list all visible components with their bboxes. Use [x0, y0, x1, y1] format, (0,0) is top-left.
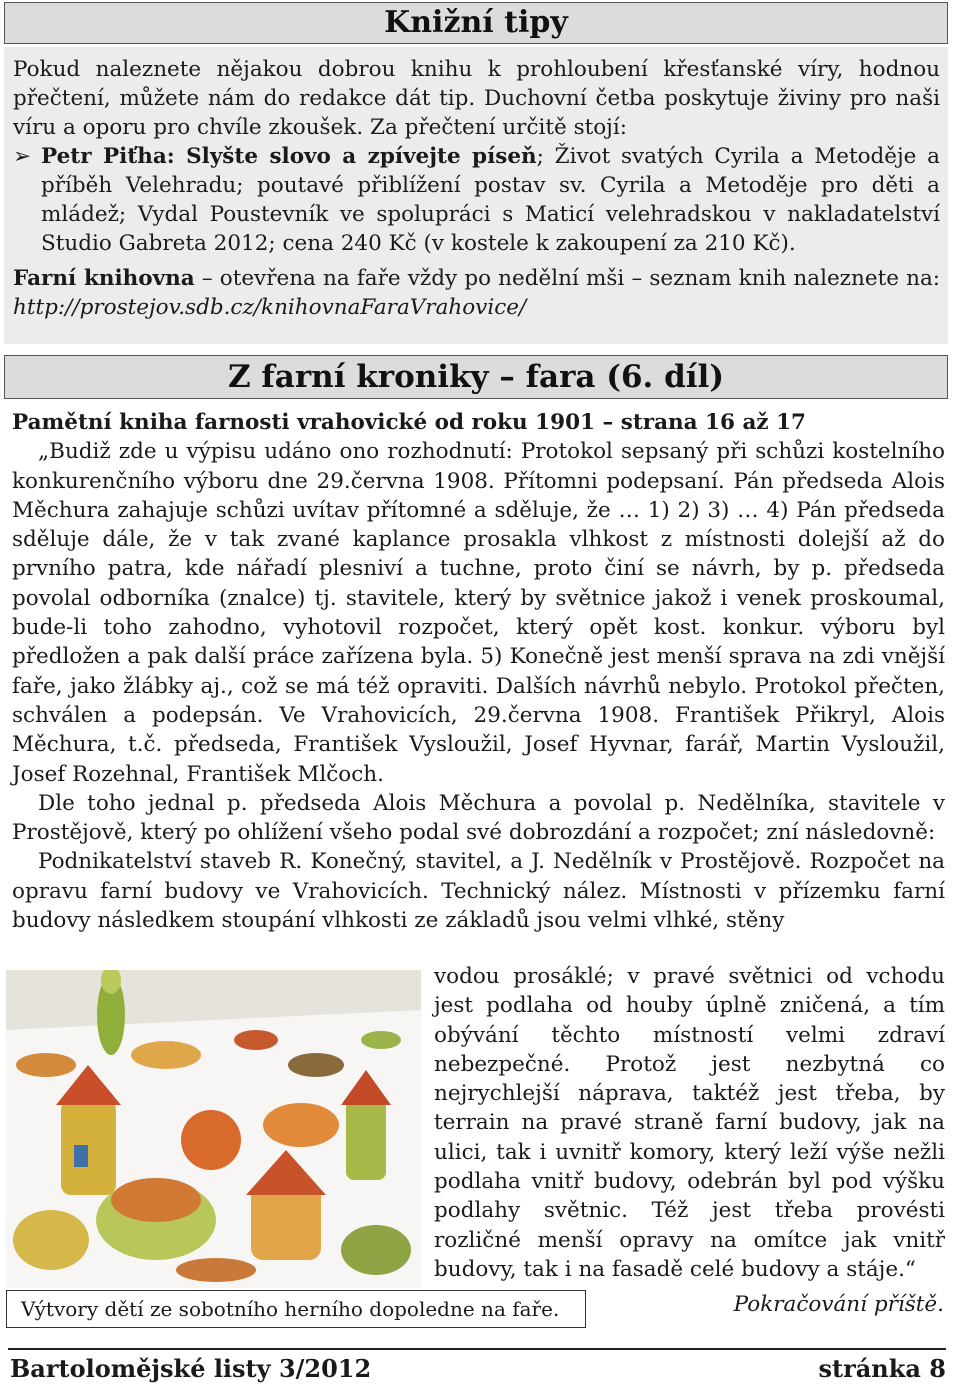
photo-caption: Výtvory dětí ze sobotního herního dopoledne na faře.: [6, 1290, 586, 1328]
parish-library-text: – otevřena na faře vždy po nedělní mši – seznam knih naleznete na:: [194, 266, 941, 291]
book-tip-title: Petr Piťha: Slyšte slovo a zpívejte píseň: [41, 144, 537, 169]
chronicle-paragraph-1: „Budiž zde u výpisu udáno ono rozhodnutí: Protokol sepsaný při schůzi kostelního konkurenčního výboru dne 29.června 1908. Přítomni podepsaní. Pán předseda Alois Měchura zahajuje schůzi uvítav přítomné a sděluje, že … 1) 2) 3) … 4) Pán předseda sděluje dále, že v tak zvané kaplance prosakla vlhkost z místnosti dolejší až do prvního patra, kde nářadí plesniví a tuchne, proto činí se návrh, by p. předseda povolal odborníka (znalce) tj. stavitele, který by světnice jakož i venek proskoumal, bude-li toho zahodno, vyhotovil rozpočet, který opět kost. konkur. výboru byl předložen a pak další práce zařízena byla. 5) Konečně jest menší sprava na zdi vnější faře, jako žlábky aj., což se má též opraviti. Dalších návrhů nebylo. Protokol přečten, schválen a podepsán. Ve Vrahovicích, 29.června 1908. František Přikryl, Alois Měchura, t.č. předseda, František Vysloužil, Josef Hyvnar, farář, Martin Vysloužil, Josef Rozehnal, František Mlčoch.: [12, 439, 945, 787]
parish-library-link[interactable]: http://prostejov.sdb.cz/knihovnaFaraVrahovice/: [13, 295, 527, 320]
section-title-chronicle: Z farní kroniky – fara (6. díl): [4, 355, 948, 399]
parish-library-label: Farní knihovna: [13, 266, 195, 291]
book-tip-item: [13, 142, 940, 258]
footer-publication: Bartolomějské listy 3/2012: [10, 1354, 372, 1383]
chronicle-subtitle: Pamětní kniha farnosti vrahovické od roku 1901 – strana 16 až 17: [12, 410, 806, 435]
arrow-bullet-icon: ➢: [13, 144, 32, 169]
section-title-book-tips: Knižní tipy: [4, 2, 948, 44]
chronicle-paragraph-2: Dle toho jednal p. předseda Alois Měchura a povolal p. Nedělníka, stavitele v Prostějově, který po ohlížení všeho podal své dobrozdání a rozpočet; zní následovně:: [12, 790, 945, 846]
book-tip-description: ; Život svatých Cyrila a Metoděje a příběh Velehradu; poutavé přiblížení postav sv. Cyrila a Metoděje pro děti a mládež; Vydal Poustevník ve spolupráci s Maticí velehradskou v nakladatelství Studio Gabreta 2012; cena 240 Kč (v kostele k zakoupení za 210 Kč).: [41, 144, 940, 256]
parish-library-note: [13, 264, 940, 322]
chronicle-paragraph-3: Podnikatelství staveb R. Konečný, stavitel, a J. Nedělník v Prostějově. Rozpočet na opravu farní budovy ve Vrahovicích. Technický nález. Místnosti v přízemku farní budovy následkem stoupání vlhkosti ze základů jsou velmi vlhké, stěny: [12, 849, 945, 934]
children-creations-photo: [6, 970, 421, 1288]
book-tips-box: [4, 47, 948, 344]
book-tips-intro: Pokud naleznete nějakou dobrou knihu k prohloubení křesťanské víry, hodnou přečtení, můžete nám do redakce dát tip. Duchovní četba poskytuje živiny pro naši víru a oporu pro chvíle zkoušek. Za přečtení určitě stojí:: [13, 57, 940, 140]
chronicle-body: [12, 408, 945, 935]
chronicle-wrap-text: [434, 962, 945, 1284]
footer-divider: [8, 1348, 946, 1350]
photo-illustration: [6, 970, 421, 1288]
chronicle-paragraph-3-continued: vodou prosáklé; v pravé světnici od vchodu jest podlaha od houby úplně zničená, a tím obývání těchto místností velmi zdraví nebezpečné. Protož jest nezbytná co nejrychlejší náprava, taktéž jest třeba, by terrain na pravé straně farní budovy, jak na ulici, tak i uvnitř komory, který leží výše nežli podlaha vnitř budovy, odebrán byl pod výšku podlahy světnic. Též jest třeba provésti rozličné menší opravy na omítce jak vnitř budovy, tak i na fasadě celé budovy a stáje.“: [434, 964, 945, 1282]
continued-note: Pokračování příště.: [733, 1292, 944, 1317]
footer-page-number: stránka 8: [818, 1354, 946, 1383]
